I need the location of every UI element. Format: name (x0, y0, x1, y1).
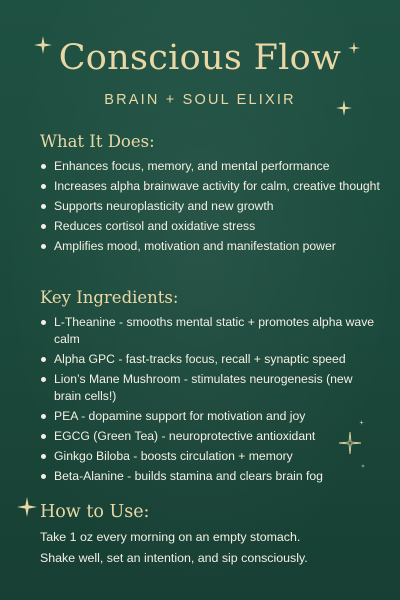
bullet-icon (41, 224, 46, 229)
bullet-icon (41, 454, 46, 459)
bullet-icon (41, 377, 46, 382)
bullet-icon (41, 474, 46, 479)
bullet-icon (41, 204, 46, 209)
instruction-line: Shake well, set an intention, and sip consciously. (40, 551, 308, 565)
how-to-use-instructions (40, 527, 380, 569)
what-it-does-heading: What It Does: (40, 132, 155, 151)
list-item: PEA - dopamine support for motivation and joy (40, 408, 380, 425)
bullet-icon (41, 184, 46, 189)
sparkle-icon (17, 497, 37, 517)
how-to-use-heading: How to Use: (40, 502, 150, 522)
bullet-icon (41, 244, 46, 249)
what-it-does-list (40, 158, 380, 258)
list-item: Enhances focus, memory, and mental performance (40, 158, 380, 175)
bullet-icon (41, 414, 46, 419)
bullet-icon (41, 434, 46, 439)
list-item: Increases alpha brainwave activity for calm, creative thought (40, 178, 380, 195)
list-item: Alpha GPC - fast-tracks focus, recall + synaptic speed (40, 351, 380, 368)
key-ingredients-list (40, 314, 380, 488)
key-ingredients-heading: Key Ingredients: (40, 288, 179, 307)
list-item: L-Theanine - smooths mental static + promotes alpha wave calm (40, 314, 380, 348)
bullet-icon (41, 164, 46, 169)
list-item: Ginkgo Biloba - boosts circulation + memory (40, 448, 380, 465)
product-subtitle: BRAIN + SOUL ELIXIR (104, 92, 296, 108)
list-item: Lion’s Mane Mushroom - stimulates neurogenesis (new brain cells!) (40, 371, 380, 405)
bullet-icon (41, 320, 46, 325)
list-item: Supports neuroplasticity and new growth (40, 198, 380, 215)
list-item: Beta-Alanine - builds stamina and clears brain fog (40, 468, 380, 485)
list-item: Reduces cortisol and oxidative stress (40, 218, 380, 235)
bullet-icon (41, 357, 46, 362)
product-title: Conscious Flow (58, 38, 342, 78)
list-item: EGCG (Green Tea) - neuroprotective antioxidant (40, 428, 380, 445)
instruction-line: Take 1 oz every morning on an empty stomach. (40, 530, 301, 544)
list-item: Amplifies mood, motivation and manifestation power (40, 238, 380, 255)
